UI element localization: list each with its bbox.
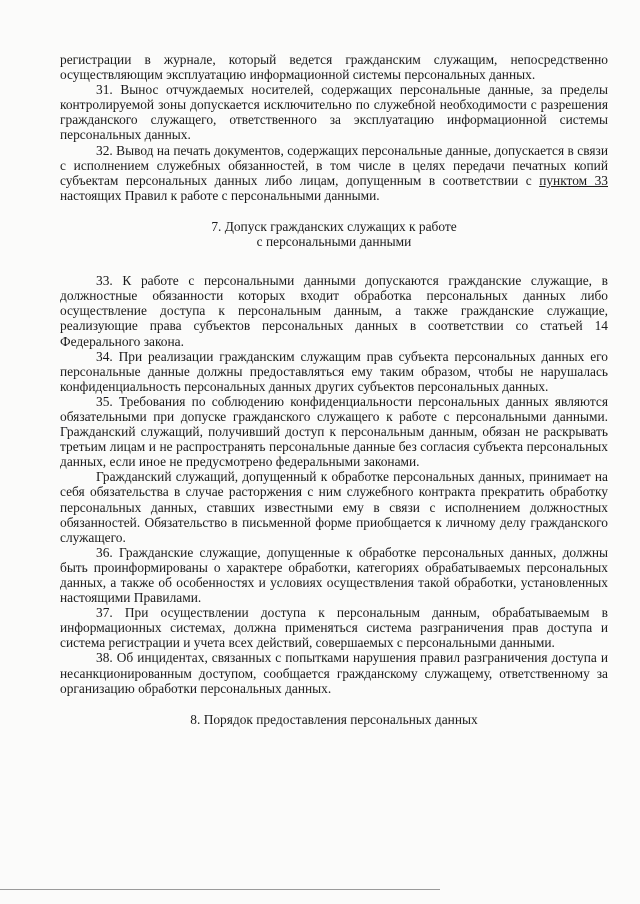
paragraph-38: 38. Об инцидентах, связанных с попытками нарушения правил разграничения доступа и несанкционированным доступом, сообщается гражданскому служащему, ответственному за организацию обработки персональных данных. <box>60 650 608 696</box>
paragraph-continuation: регистрации в журнале, который ведется гражданским служащим, непосредственно осуществляющим эксплуатацию информационной системы персональных данных. <box>60 52 608 83</box>
paragraph-32 <box>60 143 608 203</box>
section-7-heading-line-1: 7. Допуск гражданских служащих к работе <box>211 218 457 234</box>
scan-edge-line <box>0 889 440 890</box>
section-7-heading-line-2: с персональными данными <box>256 234 412 250</box>
section-8-heading: 8. Порядок предоставления персональных данных <box>190 711 478 727</box>
paragraph-36: 36. Гражданские служащие, допущенные к обработке персональных данных, должны быть проинформированы о характере обработки, категориях обрабатываемых персональных данных, а также об особенностях и условиях осуществления такой обработки, установленных настоящими Правилами. <box>60 544 608 606</box>
paragraph-31: 31. Вынос отчуждаемых носителей, содержащих персональные данные, за пределы контролируемой зоны допускается исключительно по служебной необходимости с разрешения гражданского служащего, ответственного за эксплуатацию информационной системы персональных данных. <box>60 82 608 143</box>
paragraph-33: 33. К работе с персональными данными допускаются гражданские служащие, в должностные обязанности которых входит обработка персональных данных либо осуществление доступа к персональным данным, а также гражданские служащие, реализующие права субъектов персональных данных в соответствии со статьей 14 Федерального закона. <box>60 273 608 349</box>
paragraph-32-text-start: 32. Вывод на печать документов, содержащих персональные данные, допускается в связи с исполнением служебных обязанностей, в том числе в целях передачи печатных копий субъектам персональных данных либо лицам, допущенным в соответствии с <box>60 142 608 188</box>
paragraph-34: 34. При реализации гражданским служащим прав субъекта персональных данных его персональные данные должны предоставляться ему таким образом, чтобы не нарушалась конфиденциальность персональных данных других субъектов персональных данных. <box>60 348 608 394</box>
document-body <box>60 52 608 727</box>
paragraph-35-obligation: Гражданский служащий, допущенный к обработке персональных данных, принимает на себя обязательства в случае расторжения с ним служебного контракта прекратить обработку персональных данных, ставших известными ему в связи с исполнением должностных обязанностей. Обязательство в письменной форме приобщается к личному делу гражданского служащего. <box>60 469 608 545</box>
paragraph-32-text-end: настоящих Правил к работе с персональными данными. <box>60 187 380 203</box>
link-point-33[interactable]: пунктом 33 <box>539 172 608 188</box>
paragraph-35: 35. Требования по соблюдению конфиденциальности персональных данных являются обязательными при допуске гражданского служащего к работе с персональными данными. Гражданский служащий, получивший доступ к персональным данным, обязан не раскрывать третьим лицам и не распространять персональные данные без согласия субъекта персональных данных, если иное не предусмотрено федеральными законами. <box>60 393 608 470</box>
paragraph-37: 37. При осуществлении доступа к персональным данным, обрабатываемым в информационных системах, должна применяться система разграничения прав доступа и система регистрации и учета всех действий, совершаемых с персональными данными. <box>60 605 608 651</box>
